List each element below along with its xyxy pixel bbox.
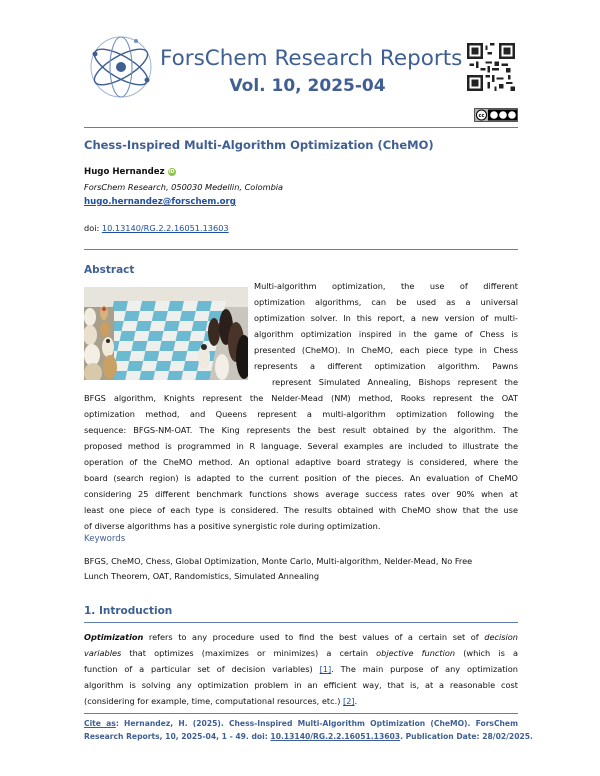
- citation-line: [84, 730, 533, 744]
- intro-line: [84, 645, 518, 661]
- reference-link[interactable]: [2]: [343, 696, 355, 706]
- abstract-line: considering 25 different benchmark functions shows average success rates over 90% when at: [84, 489, 518, 499]
- footer-divider: [84, 713, 518, 714]
- abstract-line: least one piece of each type is considered. The results obtained with CheMO show that the use: [84, 505, 518, 515]
- citation-line: [84, 717, 518, 731]
- cc-license-badge[interactable]: [474, 107, 518, 121]
- abstract-line: sequence: BFGS-NM-OAT. The King represents the best result obtained by the algorithm. The: [84, 425, 518, 435]
- abstract-heading: Abstract: [84, 264, 135, 276]
- intro-text: that optimizes (maximizes or minimizes) a certain: [121, 648, 377, 658]
- cite-label: Cite as: [84, 719, 116, 728]
- introduction-divider: [84, 622, 518, 623]
- intro-text: refers to any procedure used to find the best values of a certain set of: [143, 632, 485, 642]
- journal-title: ForsChem Research Reports: [160, 46, 463, 71]
- reference-link[interactable]: [1]: [319, 664, 332, 674]
- intro-term: decision: [484, 632, 518, 642]
- abstract-line: operation of the CheMO method. An optional adaptive board strategy is considered, where the: [84, 457, 518, 467]
- abstract-line: presented (CheMO). In CheMO, each piece type in Chess: [254, 345, 518, 355]
- keywords-line: BFGS, CheMO, Chess, Global Optimization, Monte Carlo, Multi-algorithm, Nelder-Mead, No Free: [84, 556, 473, 566]
- abstract-line: of diverse algorithms has a positive synergistic role during optimization.: [84, 521, 381, 531]
- cite-text: Research Reports, 10, 2025-04, 1 - 49. doi:: [84, 732, 271, 741]
- abstract-line: represent Simulated Annealing, Bishops represent the: [272, 377, 518, 387]
- abstract-line: Multi-algorithm optimization, the use of different: [254, 281, 518, 291]
- chess-board-photo: [84, 287, 248, 380]
- affiliation: ForsChem Research, 050030 Medellin, Colombia: [84, 182, 284, 192]
- abstract-line: represents a different optimization algorithm. Pawns: [254, 361, 518, 371]
- intro-term: variables: [84, 648, 122, 658]
- cc-badge-label: cc: [478, 113, 485, 119]
- qr-code-icon[interactable]: [467, 43, 515, 91]
- forschem-logo-icon: [86, 32, 156, 102]
- paper-title: Chess-Inspired Multi-Algorithm Optimization (CheMO): [84, 138, 434, 152]
- doi-label: doi:: [84, 223, 100, 233]
- intro-line: [84, 693, 518, 709]
- keywords-heading: Keywords: [84, 534, 126, 544]
- meta-divider: [84, 249, 518, 250]
- header-divider: [84, 127, 518, 128]
- author: [84, 167, 176, 177]
- cite-text: : Hernandez, H. (2025). Chess-Inspired Multi-Algorithm Optimization (CheMO). ForsChem: [115, 719, 518, 728]
- abstract-line: board (search region) is adapted to the current position of the pieces. An evaluation of CheMO: [84, 473, 518, 483]
- intro-term-optimization: Optimization: [84, 632, 144, 642]
- abstract-line: algorithm optimization inspired in the game of Chess is: [254, 329, 518, 339]
- intro-line: [84, 629, 518, 645]
- intro-line: algorithm is solving any optimization problem in an efficient way, that is, at a reasonable cost: [84, 680, 518, 690]
- intro-text: . The main purpose of any optimization: [331, 664, 518, 674]
- intro-text: function of a particular set of decision variables): [84, 664, 320, 674]
- abstract-line: proposed method is programmed in R language. Several examples are included to illustrate the: [84, 441, 518, 451]
- intro-text: (which is a: [455, 648, 518, 658]
- email-link[interactable]: hugo.hernandez@forschem.org: [84, 197, 236, 207]
- intro-line: [84, 661, 518, 677]
- journal-volume: Vol. 10, 2025-04: [229, 76, 386, 96]
- intro-text: .: [354, 696, 358, 706]
- introduction-heading: 1. Introduction: [84, 605, 173, 617]
- intro-text: (considering for example, time, computational resources, etc.): [84, 696, 344, 706]
- doi-link[interactable]: 10.13140/RG.2.2.16051.13603: [101, 223, 229, 233]
- keywords-line: Lunch Theorem, OAT, Randomistics, Simulated Annealing: [84, 571, 320, 581]
- cite-text: . Publication Date: 28/02/2025.: [400, 732, 533, 741]
- abstract-line: optimization algorithms, can be used as a universal: [254, 297, 518, 307]
- abstract-line: optimization solver. In this report, a new version of multi-: [254, 313, 518, 323]
- orcid-icon[interactable]: iD: [168, 169, 175, 175]
- intro-term: objective function: [376, 648, 456, 658]
- abstract-line: BFGS algorithm, Knights represent the Nelder-Mead (NM) method, Rooks represent the OAT: [84, 393, 518, 403]
- abstract-line: optimization method, and Queens represent a multi-algorithm optimization following the: [84, 409, 518, 419]
- cc-by-nc-sa-badge-icon: [474, 108, 518, 122]
- cite-doi-link[interactable]: 10.13140/RG.2.2.16051.13603: [270, 732, 401, 741]
- author-name: Hugo Hernandez: [84, 167, 165, 177]
- doi-line: [84, 223, 229, 233]
